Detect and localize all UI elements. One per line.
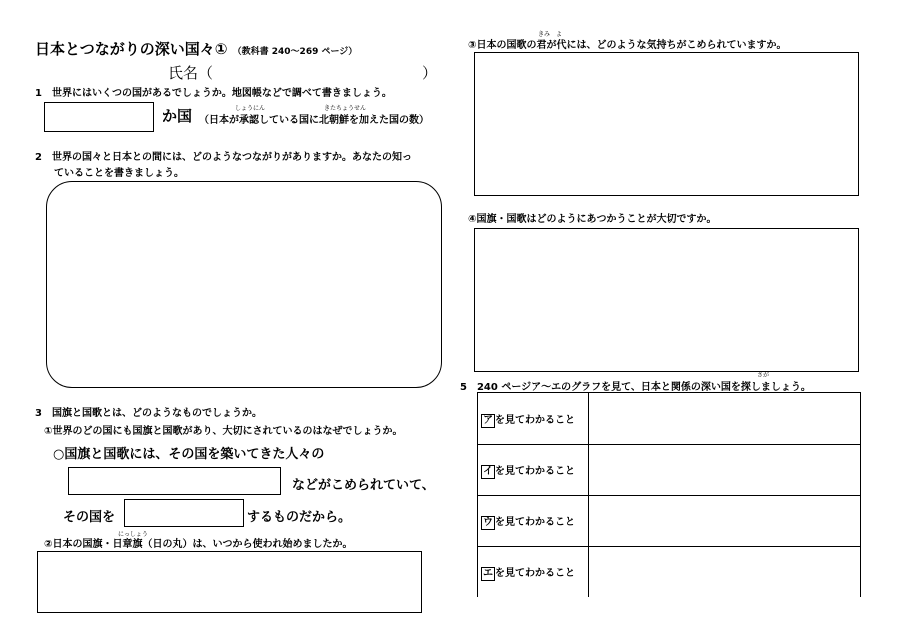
q5-row-i-text: を見てわかること xyxy=(495,466,575,477)
q3-answer-line3-prefix: その国を xyxy=(63,510,116,525)
ruby-kitachousen: きたちょうせん xyxy=(324,105,367,112)
q5-row-u-answer[interactable] xyxy=(589,497,857,543)
q5-row-u-label xyxy=(481,513,575,530)
q5-row-a-label xyxy=(481,411,575,428)
name-label: 氏名（ xyxy=(168,64,214,82)
title-text: 日本とつながりの深い国々① xyxy=(35,40,228,58)
q1-prompt: 1 世界にはいくつの国があるでしょうか。地図帳などで調べて書きましょう。 xyxy=(35,88,392,99)
q5-row-e-text: を見てわかること xyxy=(495,568,575,579)
q5-row-u xyxy=(477,495,860,547)
ruby-shounin: しょうにん xyxy=(235,105,266,112)
q3-sub3: ③日本の国歌の君が代には、どのような気持ちがこめられていますか。 xyxy=(468,40,787,51)
name-field[interactable] xyxy=(220,64,415,81)
q2-prompt-line2: ていることを書きましょう。 xyxy=(54,168,184,179)
textbook-pages: （教科書 240～269 ページ） xyxy=(232,47,358,57)
q3-sub1: ①世界のどの国にも国旗と国歌があり、大切にされているのはなぜでしょうか。 xyxy=(44,426,403,437)
q3-blank2[interactable] xyxy=(124,499,244,527)
kana-i: イ xyxy=(483,466,493,477)
q5-row-i xyxy=(477,444,860,496)
q1-note: （日本が承認している国に北朝鮮を加えた国の数） xyxy=(199,115,429,126)
q5-table xyxy=(477,392,861,597)
q1-answer-box[interactable] xyxy=(44,102,154,132)
q5-row-e xyxy=(477,546,860,597)
q3-sub2-answer-box[interactable] xyxy=(37,551,422,613)
q3-sub4: ④国旗・国歌はどのようにあつかうことが大切ですか。 xyxy=(468,214,717,225)
q3-answer-line3-suffix: するものだから。 xyxy=(247,510,352,525)
kana-a: ア xyxy=(483,415,493,426)
q2-prompt-line1: 2 世界の国々と日本との間には、どのようなつながりがありますか。あなたの知っ xyxy=(35,152,412,163)
q3-blank1[interactable] xyxy=(68,467,281,495)
q5-row-e-answer[interactable] xyxy=(589,548,857,594)
ruby-kimigayo: きみ よ xyxy=(538,31,563,38)
q1-unit: か国 xyxy=(162,107,193,125)
q3-sub3-answer-box[interactable] xyxy=(474,52,859,196)
q3-sub2: ②日本の国旗・日章旗（日の丸）は、いつから使われ始めましたか。 xyxy=(44,539,353,550)
q3-prompt: 3 国旗と国歌とは、どのようなものでしょうか。 xyxy=(35,408,262,419)
q5-row-a xyxy=(477,393,860,445)
q5-row-u-text: を見てわかること xyxy=(495,517,575,528)
kana-e: エ xyxy=(483,568,493,579)
q2-answer-box[interactable] xyxy=(46,181,442,388)
ruby-nisshou: にっしょう xyxy=(118,531,148,538)
q5-row-i-answer[interactable] xyxy=(589,446,857,492)
q5-row-a-answer[interactable] xyxy=(589,395,857,441)
kana-u: ウ xyxy=(483,517,493,528)
q3-answer-line1: ○国旗と国歌には、その国を築いてきた人々の xyxy=(53,447,325,462)
q3-sub4-answer-box[interactable] xyxy=(474,228,859,372)
q5-prompt: 5 240 ページア～エのグラフを見て、日本と関係の深い国を探しましょう。 xyxy=(460,382,811,393)
q5-row-i-label xyxy=(481,462,575,479)
name-close-paren: ） xyxy=(422,64,438,82)
q3-answer-line2: などがこめられていて、 xyxy=(292,478,435,493)
ruby-sagashi: さが xyxy=(757,372,770,379)
q5-row-a-text: を見てわかること xyxy=(495,415,575,426)
q5-row-e-label xyxy=(481,564,575,581)
page-title xyxy=(35,38,357,59)
